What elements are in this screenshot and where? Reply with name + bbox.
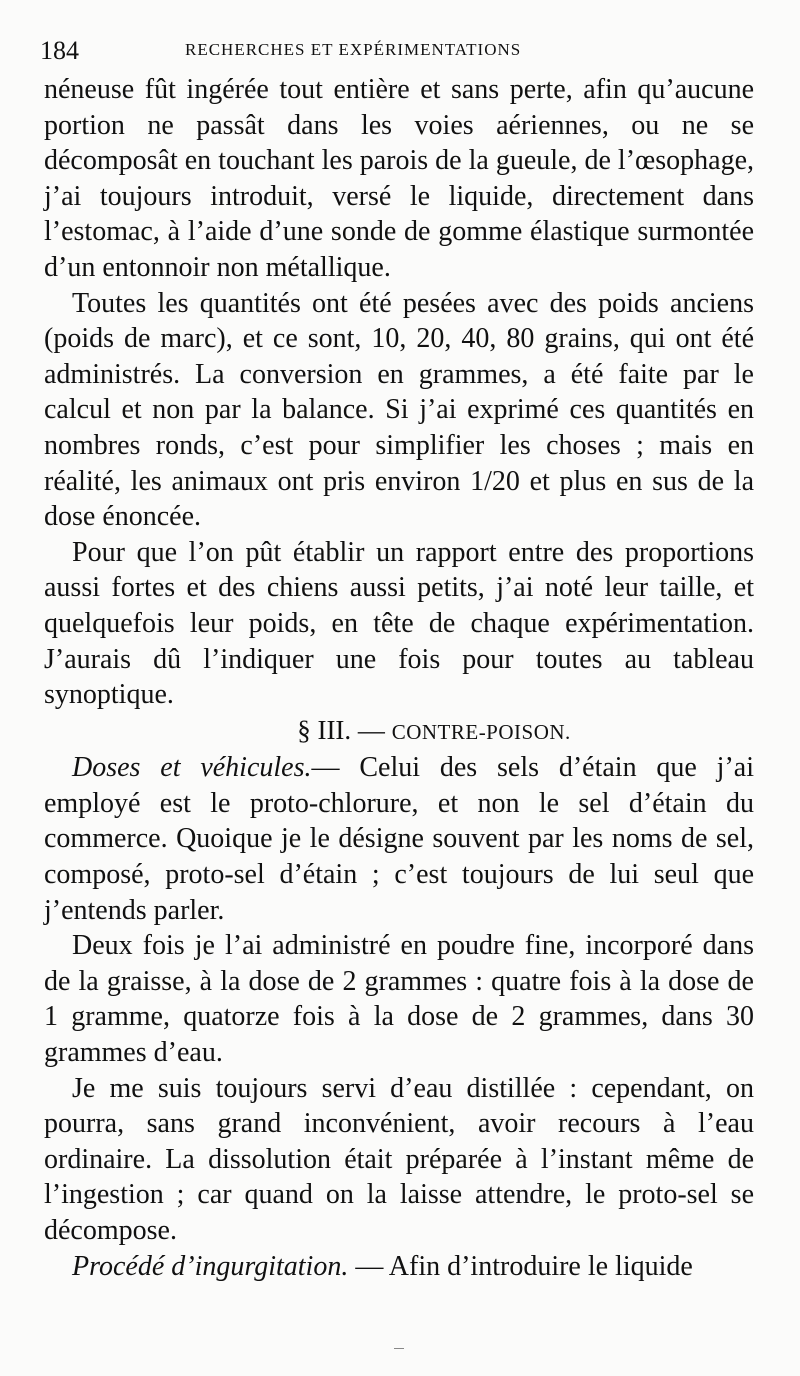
paragraph-proportions: Pour que l’on pût établir un rapport entre des proportions aussi fortes et des chiens aussi petits, j’ai noté leur taille, et quelquefois leur poids, en tête de chaque expérimentation. J’aurais dû l’indiquer une fois pour toutes au tableau synoptique.: [44, 536, 754, 711]
running-head: RECHERCHES ET EXPÉRIMENTATIONS: [185, 40, 522, 59]
paragraph-doses: [44, 750, 754, 928]
section-title: CONTRE-POISON.: [391, 719, 571, 744]
paragraph-administration: Deux fois je l’ai administré en poudre fine, incorporé dans de la graisse, à la dose de 2 grammes : quatre fois à la dose de 1 gramme, quatorze fois à la dose de 2 grammes, dans 30 grammes d’eau.: [44, 930, 754, 1069]
paragraph-weights: Toutes les quantités ont été pesées avec des poids anciens (poids de marc), et ce sont, 10, 20, 40, 80 grains, qui ont été administrés. La conversion en grammes, a été faite par le calcul et non par la balance. Si j’ai exprimé ces quantités en nombres ronds, c’est pour simplifier les choses ; mais en réalité, les animaux ont pris environ 1/20 et plus en sus de la dose énoncée.: [44, 287, 754, 533]
paragraph-procedure: [44, 1249, 754, 1285]
section-number: § III. —: [297, 714, 385, 745]
paragraph-doses-text: — Celui des sels d’étain que j’ai employé est le proto-chlorure, et non le sel d’étain du commerce. Quoique je le désigne souvent par les noms de sel, composé, proto-sel d’étain ; c’est toujours de lui seul que j’entends parler.: [44, 752, 754, 926]
paragraph-distilled-water: Je me suis toujours servi d’eau distillée : cependant, on pourra, sans grand inconvénient, avoir recours à l’eau ordinaire. La dissolution était préparée à l’instant même de l’ingestion ; car quand on la laisse attendre, le proto-sel se décompose.: [44, 1072, 754, 1246]
footer-mark: [394, 1348, 404, 1349]
section-heading: [44, 713, 754, 751]
body-text: [44, 72, 754, 1284]
paragraph-continuation: néneuse fût ingérée tout entière et sans perte, afin qu’aucune portion ne passât dans les voies aériennes, ou ne se décomposât en touchant les parois de la gueule, de l’œsophage, j’ai toujours introduit, versé le liquide, directement dans l’estomac, à l’aide d’une sonde de gomme élastique surmontée d’un entonnoir non métallique.: [44, 74, 754, 283]
page-header: [40, 36, 760, 66]
runin-heading-procedure: Procédé d’ingurgitation.: [72, 1250, 349, 1282]
runin-heading-doses: Doses et véhicules.: [72, 752, 312, 784]
page-number: 184: [40, 36, 79, 65]
paragraph-procedure-text: — Afin d’introduire le liquide: [355, 1250, 693, 1282]
